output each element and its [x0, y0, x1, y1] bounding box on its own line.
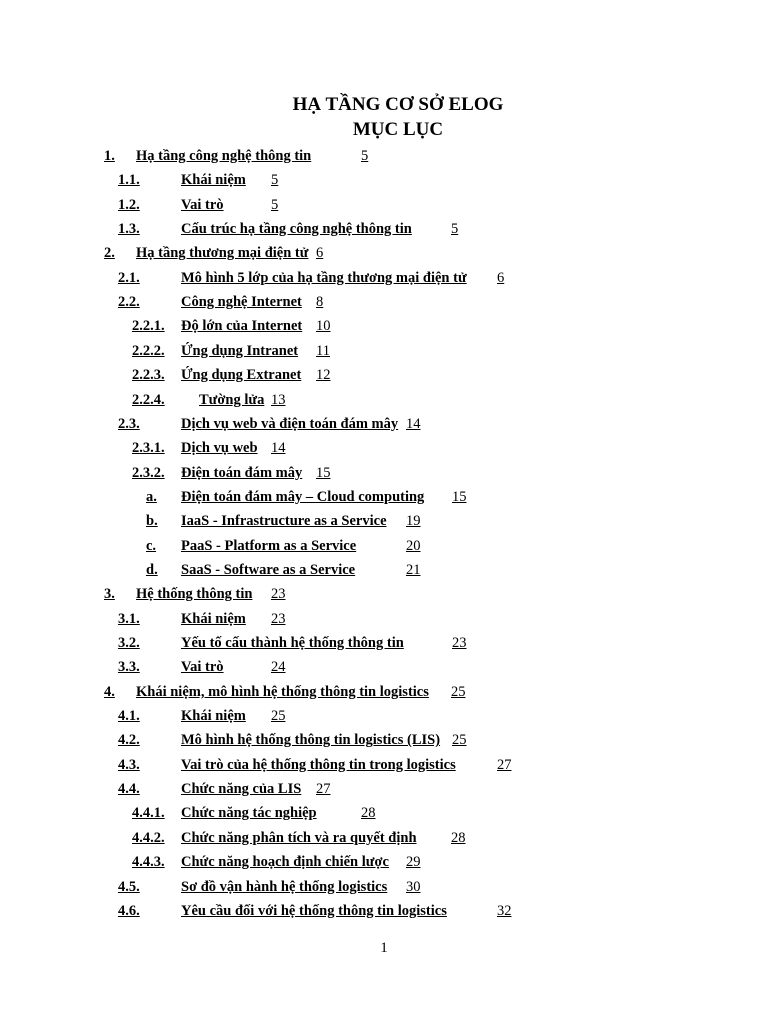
toc-entry[interactable] [0, 462, 768, 484]
toc-entry[interactable] [0, 194, 768, 216]
toc-entry-number: 4.4. [118, 781, 140, 798]
toc-entry-number: 2.2. [118, 294, 140, 311]
toc-entry-number: 2.3.1. [132, 440, 165, 457]
toc-entry-label[interactable]: SaaS - Software as a Service [181, 561, 356, 578]
toc-entry-number: 4.4.2. [132, 829, 165, 846]
toc-entry[interactable] [0, 559, 768, 581]
toc-entry-number: 4.5. [118, 878, 140, 895]
toc-entry[interactable] [0, 291, 768, 313]
toc-entry-number: d. [146, 561, 158, 578]
toc-entry-page[interactable]: 15 [316, 464, 331, 481]
toc-entry-label[interactable]: Điện toán đám mây – Cloud computing [181, 488, 425, 505]
toc-entry-label[interactable]: Chức năng phân tích và ra quyết định [181, 829, 417, 846]
toc-entry-label[interactable]: Tường lửa [199, 391, 265, 408]
toc-entry-label[interactable]: Hạ tầng thương mại điện tử [136, 245, 309, 262]
toc-entry-number: 2.1. [118, 269, 140, 286]
toc-entry-page[interactable]: 25 [452, 732, 467, 749]
toc-entry-label[interactable]: Khái niệm [181, 172, 246, 189]
toc-entry-page[interactable]: 28 [451, 829, 466, 846]
toc-entry-page[interactable]: 23 [271, 610, 286, 627]
toc-entry-label[interactable]: Dịch vụ web và điện toán đám mây [181, 415, 399, 432]
toc-entry-label[interactable]: Sơ đồ vận hành hệ thống logistics [181, 878, 388, 895]
toc-entry-page[interactable]: 23 [452, 635, 467, 651]
toc-entry[interactable] [0, 851, 768, 873]
toc-entry-page[interactable]: 24 [271, 659, 286, 676]
toc-entry-page[interactable]: 6 [316, 245, 324, 262]
toc-entry-number: 4.6. [118, 902, 140, 919]
toc-entry-page[interactable]: 8 [316, 294, 324, 311]
toc-entry-label[interactable]: IaaS - Infrastructure as a Service [181, 513, 387, 530]
toc-entry-page[interactable]: 28 [361, 805, 376, 822]
toc-entry-label[interactable]: Vai trò của hệ thống thông tin trong logistics [181, 756, 456, 773]
toc-entry[interactable] [0, 583, 768, 605]
toc-entry-number: c. [146, 537, 157, 554]
toc-entry[interactable] [0, 267, 768, 289]
toc-entry[interactable] [0, 632, 768, 654]
toc-entry-label[interactable]: Ứng dụng Extranet [181, 367, 302, 384]
toc-entry-label[interactable]: Chức năng hoạch định chiến lược [181, 854, 389, 871]
toc-heading: MỤC LỤC [352, 119, 444, 140]
document-title: HẠ TẦNG CƠ SỞ ELOG [292, 94, 504, 115]
toc-entry-number: a. [146, 488, 157, 505]
toc-entry-page[interactable]: 20 [406, 537, 421, 554]
toc-entry[interactable] [0, 437, 768, 459]
toc-entry-label[interactable]: Mô hình 5 lớp của hạ tầng thương mại điện tử [181, 269, 467, 286]
toc-entry-number: 1. [104, 148, 115, 164]
toc-entry-label[interactable]: Chức năng của LIS [181, 781, 302, 798]
toc-entry[interactable] [0, 218, 768, 240]
toc-entry[interactable] [0, 656, 768, 678]
toc-entry-number: 2.2.2. [132, 342, 165, 359]
toc-entry[interactable] [0, 900, 768, 922]
toc-entry-number: 2.2.3. [132, 367, 165, 384]
toc-entry-page[interactable]: 23 [271, 586, 286, 603]
toc-entry[interactable] [0, 315, 768, 337]
toc-entry-number: 3.2. [118, 635, 140, 651]
toc-entry[interactable] [0, 681, 768, 703]
toc-entry-number: 4.1. [118, 708, 140, 725]
toc-entry-page[interactable]: 5 [451, 221, 459, 238]
toc-entry-page[interactable]: 27 [497, 756, 512, 773]
toc-entry-label[interactable]: Khái niệm [181, 610, 246, 627]
toc-entry-page[interactable]: 12 [316, 367, 331, 384]
toc-entry-label[interactable]: PaaS - Platform as a Service [181, 537, 357, 554]
toc-entry-page[interactable]: 19 [406, 513, 421, 530]
toc-entry-page[interactable]: 32 [497, 902, 512, 919]
toc-entry-number: 2.3. [118, 415, 140, 432]
toc-entry[interactable] [0, 340, 768, 362]
toc-entry[interactable] [0, 364, 768, 386]
toc-entry-label[interactable]: Hệ thống thông tin [136, 586, 253, 603]
toc-entry[interactable] [0, 486, 768, 508]
toc-entry-label[interactable]: Cấu trúc hạ tầng công nghệ thông tin [181, 221, 412, 238]
toc-entry-page[interactable]: 6 [497, 269, 505, 286]
toc-entry-label[interactable]: Vai trò [181, 196, 224, 213]
toc-entry[interactable] [0, 608, 768, 630]
toc-entry-label[interactable]: Độ lớn của Internet [181, 318, 303, 335]
toc-entry-page[interactable]: 25 [451, 683, 466, 700]
toc-entry-number: 4.3. [118, 756, 140, 773]
toc-entry[interactable] [0, 802, 768, 824]
toc-entry-number: 2.2.4. [132, 391, 165, 408]
toc-entry-number: 4.2. [118, 732, 140, 749]
toc-entry-label[interactable]: Khái niệm [181, 708, 246, 725]
toc-entry[interactable] [0, 705, 768, 727]
toc-entry-label[interactable]: Công nghệ Internet [181, 294, 302, 311]
toc-entry-label[interactable]: Dịch vụ web [181, 440, 258, 457]
toc-entry-label[interactable]: Mô hình hệ thống thông tin logistics (LIS) [181, 732, 441, 749]
toc-entry-number: 4.4.3. [132, 854, 165, 871]
toc-entry-page[interactable]: 15 [452, 488, 467, 505]
toc-entry[interactable] [0, 827, 768, 849]
toc-entry-page[interactable]: 5 [361, 148, 369, 164]
toc-entry-page[interactable]: 21 [406, 561, 421, 578]
toc-entry-page[interactable]: 14 [271, 440, 286, 457]
toc-entry[interactable] [0, 242, 768, 264]
toc-entry-label[interactable]: Khái niệm, mô hình hệ thống thông tin logistics [136, 683, 429, 700]
page-number: 1 [380, 940, 388, 956]
toc-entry-label[interactable]: Vai trò [181, 659, 224, 676]
toc-entry-label[interactable]: Yêu cầu đối với hệ thống thông tin logistics [181, 902, 447, 919]
toc-entry-number: b. [146, 513, 158, 530]
toc-entry-page[interactable]: 29 [406, 854, 421, 871]
toc-entry-page[interactable]: 11 [316, 342, 330, 359]
toc-entry-number: 1.1. [118, 172, 140, 189]
toc-entry-page[interactable]: 27 [316, 781, 331, 798]
toc-entry-number: 1.2. [118, 196, 140, 213]
toc-entry[interactable] [0, 729, 768, 751]
toc-entry-page[interactable]: 25 [271, 708, 286, 725]
toc-entry[interactable] [0, 876, 768, 898]
toc-entry[interactable] [0, 778, 768, 800]
toc-entry-page[interactable]: 5 [271, 172, 279, 189]
toc-entry[interactable] [0, 389, 768, 411]
toc-entry-number: 3.3. [118, 659, 140, 676]
toc-entry-page[interactable]: 10 [316, 318, 331, 335]
toc-entry[interactable] [0, 169, 768, 191]
toc-entry-number: 4.4.1. [132, 805, 165, 822]
toc-entry-label[interactable]: Hạ tầng công nghệ thông tin [136, 148, 312, 164]
toc-entry-number: 2. [104, 245, 115, 262]
toc-entry[interactable] [0, 510, 768, 532]
toc-entry-label[interactable]: Yếu tố cấu thành hệ thống thông tin [181, 635, 404, 651]
toc-entry[interactable] [0, 413, 768, 435]
toc-entry-label[interactable]: Điện toán đám mây [181, 464, 303, 481]
toc-entry-page[interactable]: 13 [271, 391, 286, 408]
toc-entry-label[interactable]: Ứng dụng Intranet [181, 342, 299, 359]
toc-entry[interactable] [0, 145, 768, 167]
toc-entry-number: 1.3. [118, 221, 140, 238]
toc-entry-number: 2.3.2. [132, 464, 165, 481]
toc-entry[interactable] [0, 754, 768, 776]
toc-entry[interactable] [0, 535, 768, 557]
toc-entry-number: 4. [104, 683, 115, 700]
toc-entry-number: 3.1. [118, 610, 140, 627]
toc-entry-page[interactable]: 30 [406, 878, 421, 895]
toc-entry-page[interactable]: 5 [271, 196, 279, 213]
toc-entry-label[interactable]: Chức năng tác nghiệp [181, 805, 317, 822]
toc-entry-page[interactable]: 14 [406, 415, 421, 432]
toc-entry-number: 2.2.1. [132, 318, 165, 335]
toc-entry-number: 3. [104, 586, 115, 603]
